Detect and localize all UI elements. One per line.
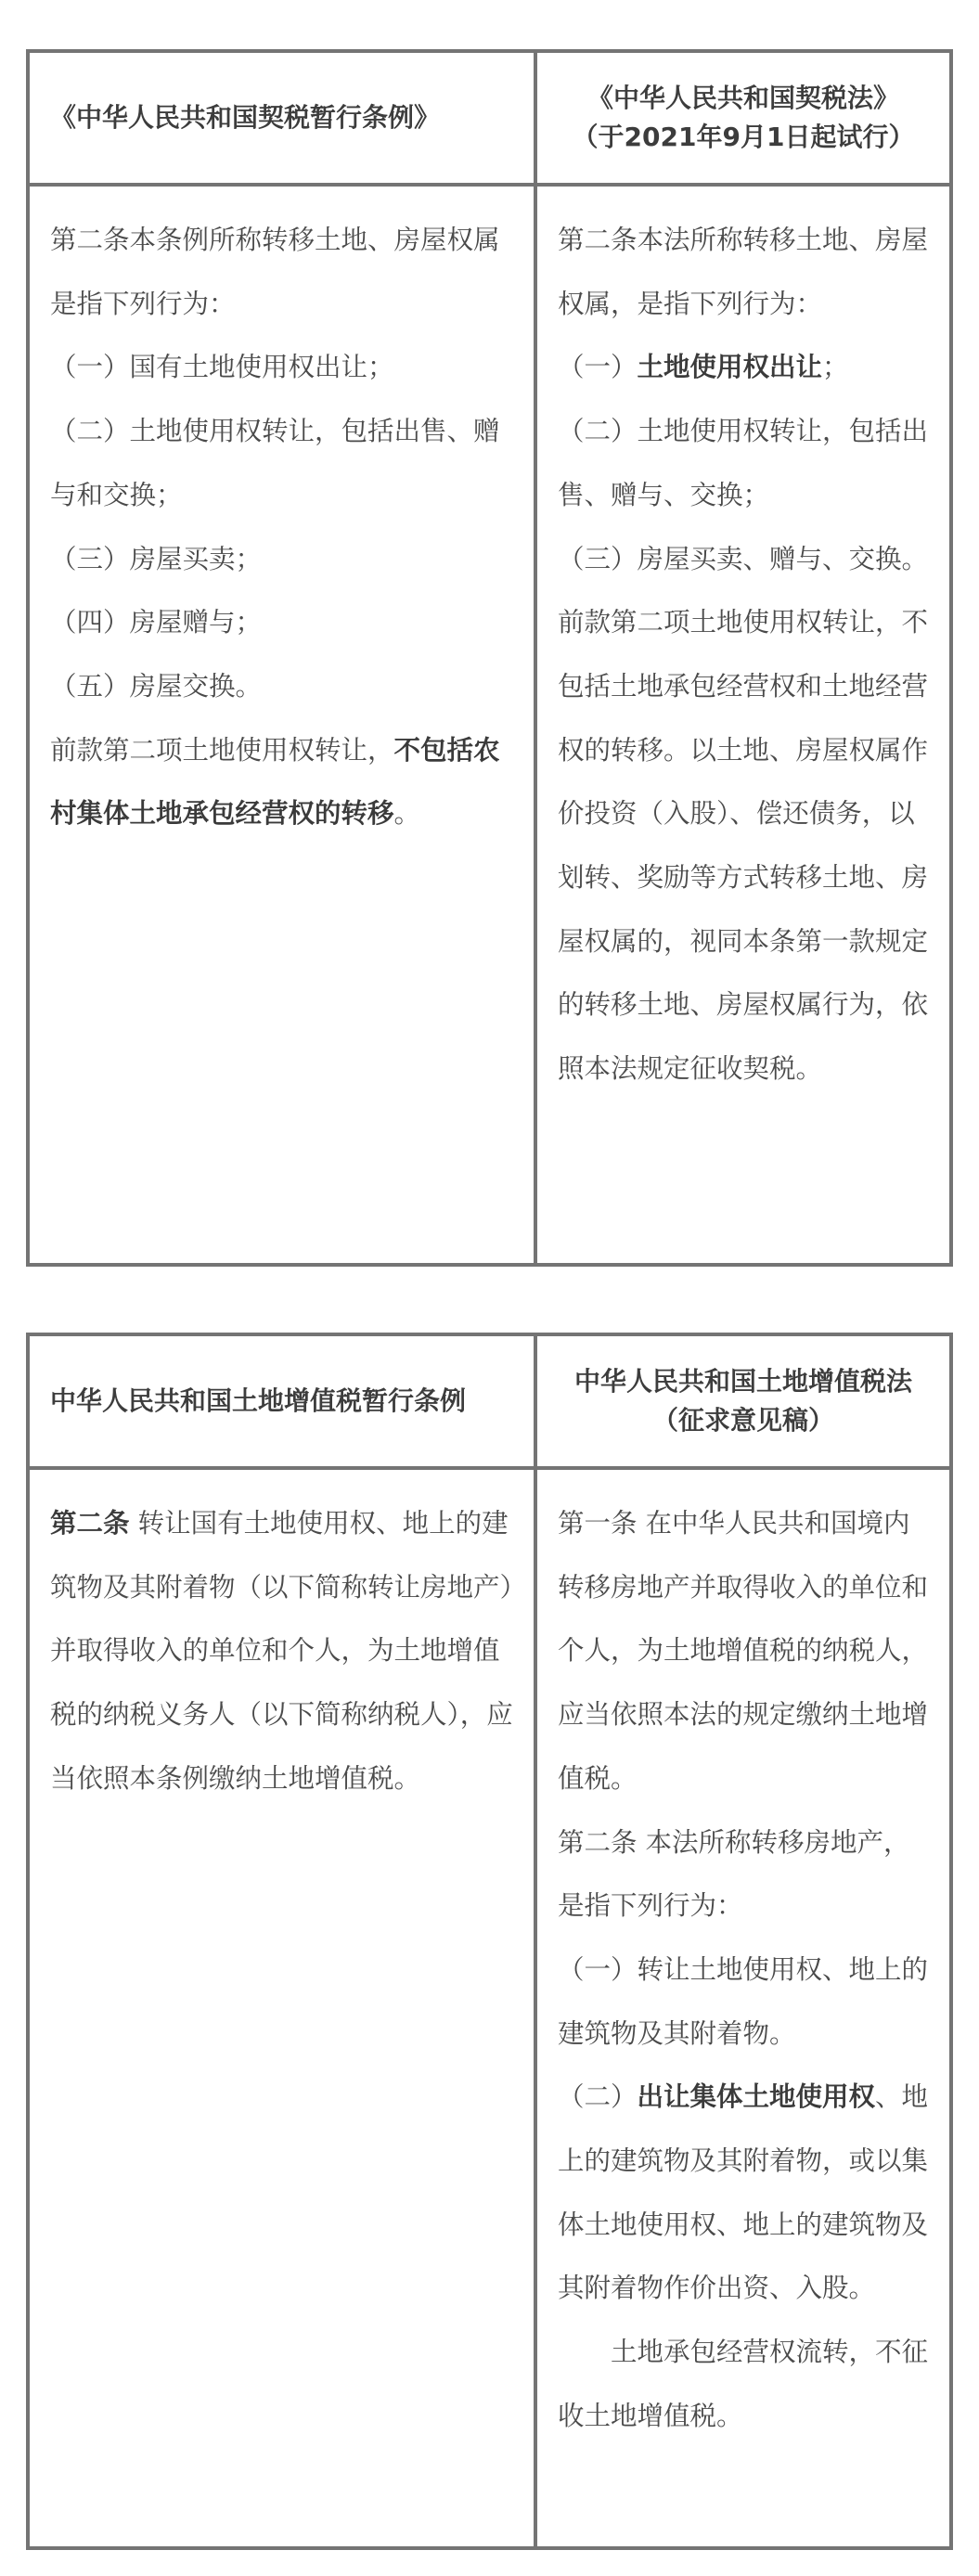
- header-old-regulation: [30, 53, 534, 183]
- paragraph: （一）转让土地使用权、地上的建筑物及其附着物。: [558, 1953, 929, 2049]
- text: 转让国有土地使用权、地上的建筑物及其附着物（以下简称转让房地产）并取得收入的单位和个人，为土地增值税的纳税义务人（以下简称纳税人），应当依照本条例缴纳土地增值税。: [50, 1508, 513, 1794]
- comparison-table-deed-tax: [26, 49, 953, 1267]
- header-new-law-date: （于2021年9月1日起试行）: [572, 122, 915, 152]
- highlighted-text: 出让集体土地使用权: [637, 2081, 876, 2113]
- paragraph: （一）国有土地使用权出让；: [50, 352, 394, 383]
- old-regulation-body: [30, 187, 534, 846]
- header-old-regulation-text: 《中华人民共和国契税暂行条例》: [50, 102, 441, 133]
- paragraph: （三）房屋买卖、赠与、交换。: [558, 543, 929, 574]
- paragraph: （四）房屋赠与；: [50, 607, 263, 638]
- paragraph: [50, 1492, 521, 1811]
- paragraph: [558, 2066, 936, 2321]
- text: （二）: [558, 2081, 638, 2113]
- new-law-body: [537, 187, 949, 1101]
- paragraph: 第二条本条例所称转移土地、房屋权属是指下列行为：: [50, 225, 500, 319]
- header-old-regulation-text: 中华人民共和国土地增值税暂行条例: [50, 1385, 467, 1416]
- paragraph: 第二条 本法所称转移房地产，是指下列行为：: [558, 1826, 910, 1922]
- comparison-table-land-value-added-tax: [26, 1333, 953, 2550]
- draft-law-body: [537, 1470, 949, 2449]
- header-draft-law: [537, 1336, 949, 1466]
- header-draft-law-title: 中华人民共和国土地增值税法: [573, 1366, 912, 1397]
- paragraph: [558, 336, 936, 400]
- header-old-regulation: [30, 1336, 534, 1466]
- paragraph: （二）土地使用权转让，包括出售、赠与、交换；: [558, 416, 929, 510]
- paragraph: 前款第二项土地使用权转让，不包括土地承包经营权和土地经营权的转移。以土地、房屋权属作价投资（入股）、偿还债务，以划转、奖励等方式转移土地、房屋权属的，视同本条第一款规定的转移土地、房屋权属行为，依照本法规定征收契税。: [558, 607, 929, 1085]
- text: （一）: [558, 352, 638, 383]
- paragraph: 土地承包经营权流转，不征收土地增值税。: [558, 2337, 929, 2431]
- text: ；: [822, 352, 849, 383]
- paragraph: [50, 719, 521, 846]
- text: 前款第二项土地使用权转让，: [50, 734, 394, 766]
- paragraph: （二）土地使用权转让，包括出售、赠与和交换；: [50, 416, 500, 510]
- paragraph: 第一条 在中华人民共和国境内转移房地产并取得收入的单位和个人，为土地增值税的纳税人，应当依照本法的规定缴纳土地增值税。: [558, 1508, 929, 1794]
- highlighted-text: 不包括农村集体土地承包经营权的转移: [50, 734, 500, 830]
- header-new-law-title: 《中华人民共和国契税法》: [586, 83, 899, 113]
- text: 。: [393, 798, 421, 830]
- old-regulation-body: [30, 1470, 534, 1811]
- highlighted-text: 土地使用权出让: [637, 352, 823, 383]
- header-new-law: [537, 53, 949, 183]
- paragraph: （三）房屋买卖；: [50, 543, 263, 574]
- paragraph: （五）房屋交换。: [50, 670, 263, 702]
- header-draft-law-note: （征求意见稿）: [651, 1405, 834, 1436]
- text: 、地上的建筑物及其附着物，或以集体土地使用权、地上的建筑物及其附着物作价出资、入股。: [558, 2081, 929, 2304]
- paragraph: 第二条本法所称转移土地、房屋权属，是指下列行为：: [558, 225, 929, 319]
- article-label: 第二条: [50, 1508, 130, 1539]
